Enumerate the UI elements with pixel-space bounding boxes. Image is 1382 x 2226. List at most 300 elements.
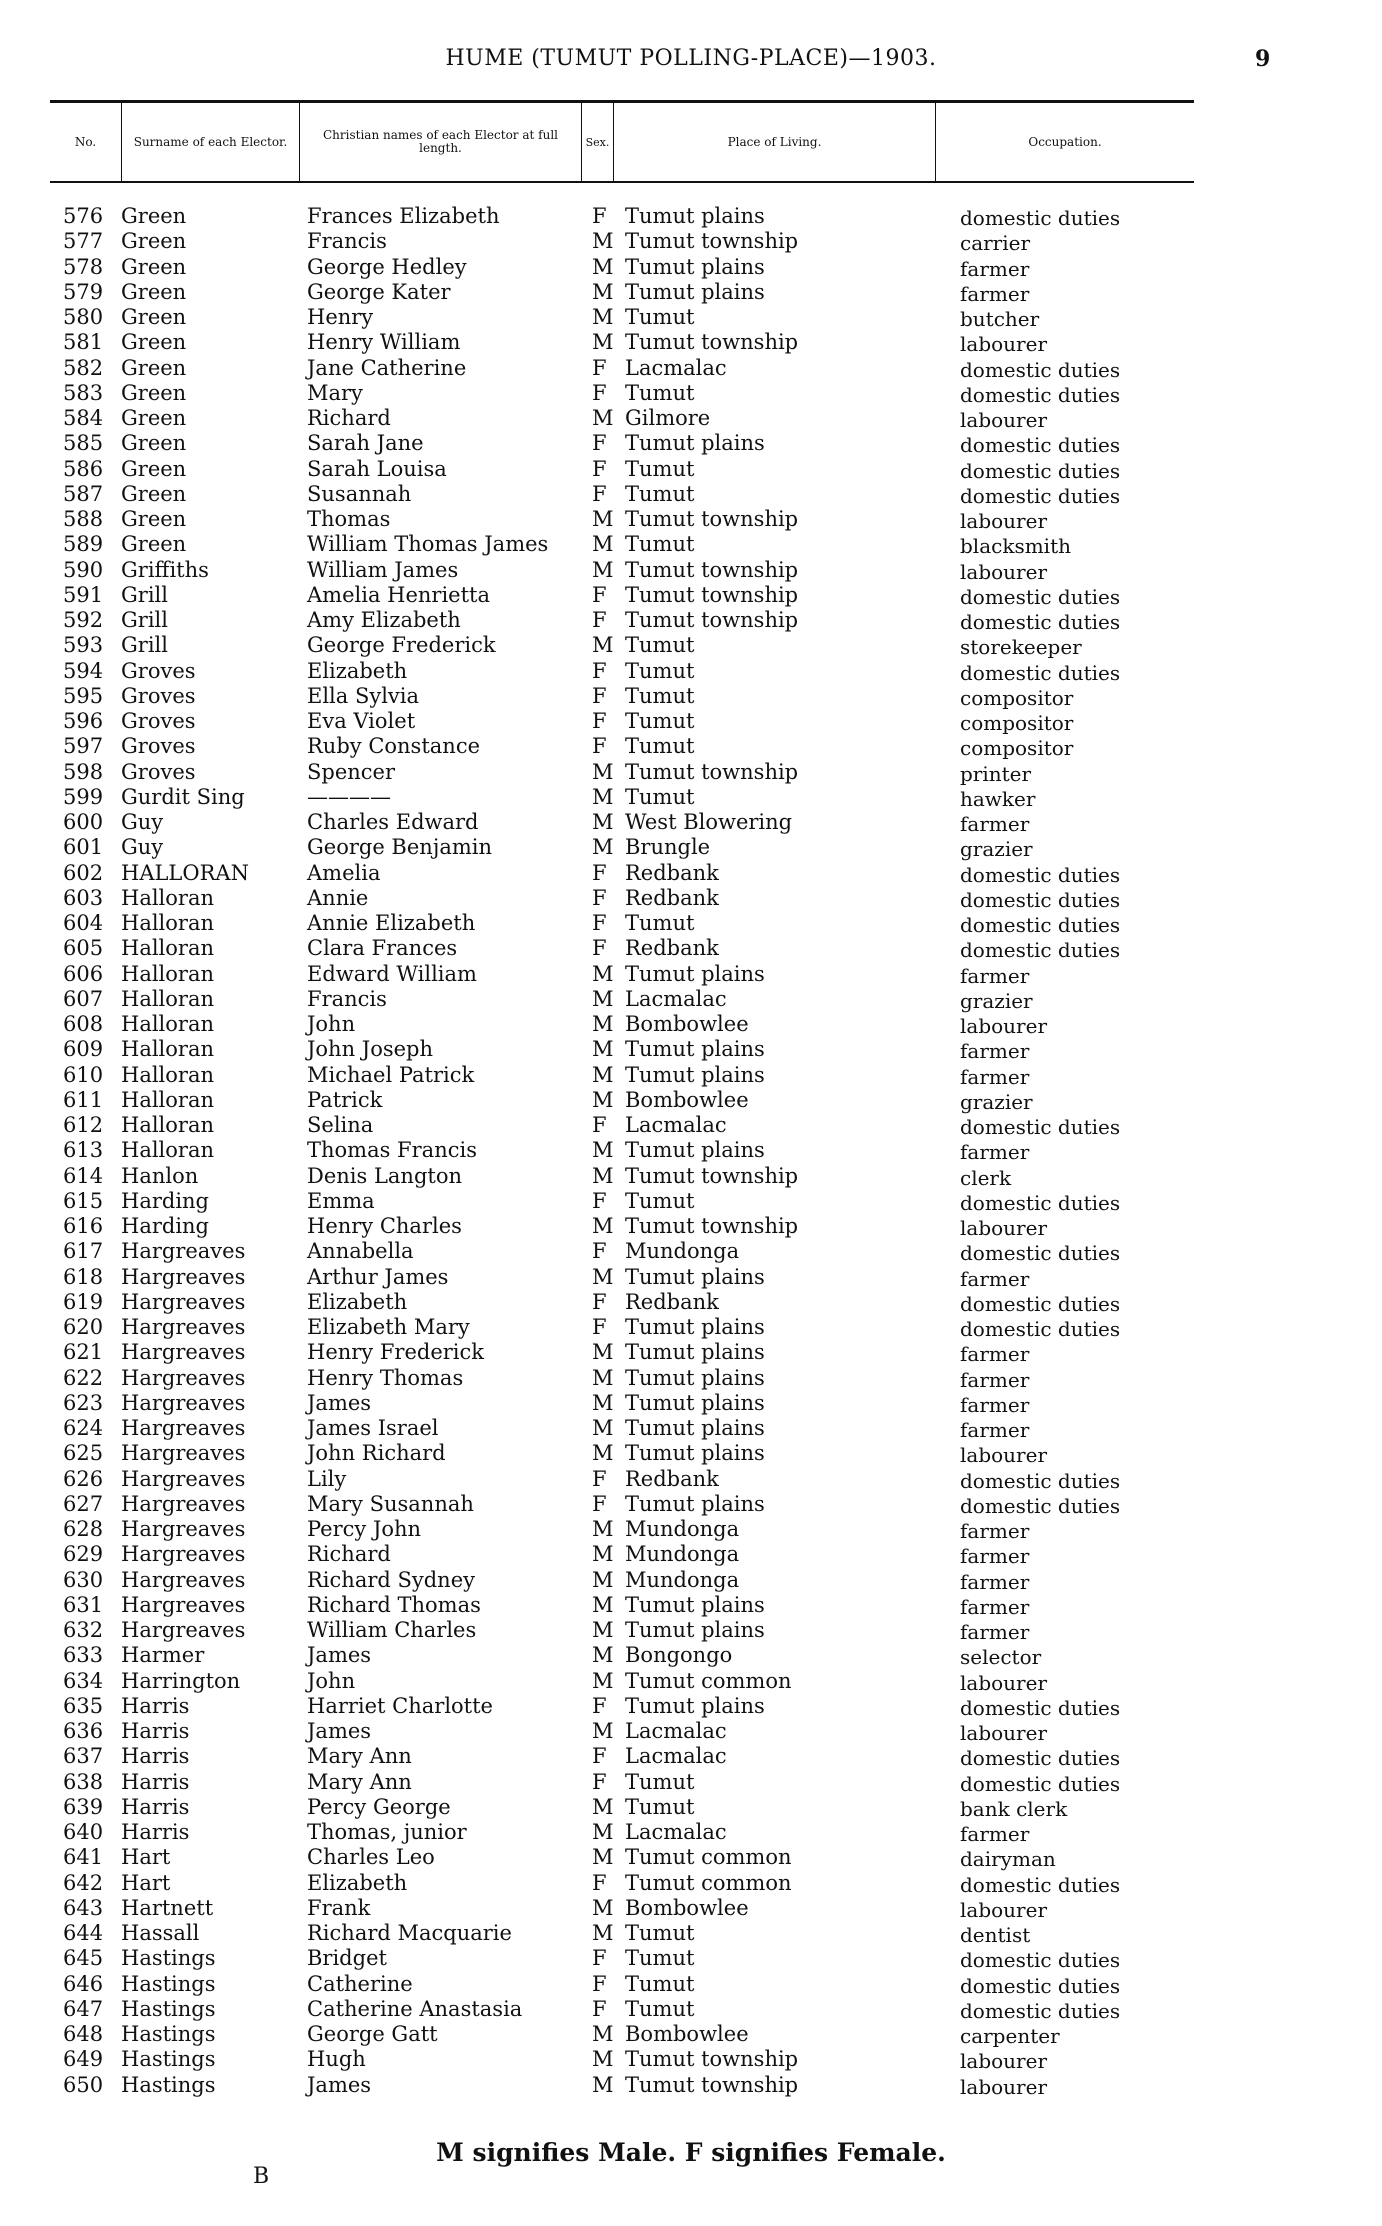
entry-surname: Grill bbox=[121, 608, 168, 632]
entry-number: 591 bbox=[63, 582, 104, 607]
entry-number: 646 bbox=[63, 1971, 104, 1996]
entry-occupation: dairyman bbox=[960, 1847, 1056, 1872]
entry-sex: F bbox=[592, 431, 607, 456]
entry-occupation: printer bbox=[960, 761, 1032, 786]
table-row bbox=[0, 1315, 1382, 1340]
entry-number: 635 bbox=[63, 1693, 104, 1718]
entry-christian-names: Emma bbox=[307, 1188, 375, 1213]
entry-surname: Halloran bbox=[121, 1062, 214, 1087]
entry-sex: M bbox=[592, 1012, 614, 1036]
entry-number: 625 bbox=[63, 1441, 104, 1466]
entry-sex: M bbox=[592, 1340, 614, 1365]
entry-christian-names: Mary Susannah bbox=[307, 1491, 474, 1516]
table-row bbox=[0, 457, 1382, 482]
column-header-place-of-living: Place of Living. bbox=[614, 103, 936, 181]
entry-number: 627 bbox=[63, 1491, 104, 1516]
entry-christian-names: Amy Elizabeth bbox=[307, 608, 461, 632]
entry-place-of-living: Tumut township bbox=[625, 582, 799, 607]
entry-occupation: carpenter bbox=[960, 2024, 1060, 2048]
entry-place-of-living: Tumut township bbox=[625, 229, 799, 254]
entry-number: 586 bbox=[63, 456, 104, 481]
entry-christian-names: Harriet Charlotte bbox=[307, 1693, 493, 1718]
entry-surname: Green bbox=[121, 456, 187, 481]
table-row bbox=[0, 1214, 1382, 1239]
entry-number: 602 bbox=[63, 860, 104, 885]
table-row bbox=[0, 1795, 1382, 1820]
entry-place-of-living: Tumut plains bbox=[625, 431, 765, 456]
table-row bbox=[0, 734, 1382, 759]
entry-occupation: domestic duties bbox=[960, 1973, 1121, 1998]
table-row bbox=[0, 987, 1382, 1012]
entry-christian-names: Patrick bbox=[307, 1087, 383, 1112]
entry-christian-names: Mary Ann bbox=[307, 1744, 412, 1769]
entry-occupation: compositor bbox=[960, 736, 1074, 761]
entry-occupation: labourer bbox=[960, 2074, 1048, 2099]
entry-place-of-living: Bombowlee bbox=[625, 1895, 749, 1920]
entry-christian-names: Percy George bbox=[307, 1794, 451, 1819]
entry-christian-names: Spencer bbox=[307, 759, 396, 784]
entry-place-of-living: Tumut plains bbox=[625, 1592, 765, 1617]
entry-surname: Halloran bbox=[121, 911, 214, 935]
entry-surname: Hastings bbox=[121, 2072, 216, 2097]
entry-sex: M bbox=[592, 305, 614, 329]
entry-place-of-living: Tumut bbox=[625, 683, 695, 708]
entry-occupation: grazier bbox=[960, 1089, 1033, 1114]
entry-number: 612 bbox=[63, 1113, 104, 1137]
entry-christian-names: Clara Frances bbox=[307, 936, 458, 961]
entry-sex: M bbox=[592, 633, 614, 658]
entry-number: 584 bbox=[63, 406, 104, 430]
entry-occupation: domestic duties bbox=[960, 887, 1121, 912]
entry-surname: Hassall bbox=[121, 1921, 200, 1945]
entry-number: 576 bbox=[63, 204, 104, 228]
entry-place-of-living: Tumut common bbox=[625, 1870, 792, 1895]
entry-number: 642 bbox=[63, 1870, 104, 1895]
entry-occupation: blacksmith bbox=[960, 534, 1071, 559]
entry-christian-names: James bbox=[307, 1643, 372, 1668]
entry-place-of-living: Tumut plains bbox=[625, 1441, 765, 1466]
entry-surname: Hastings bbox=[121, 1971, 216, 1996]
entry-christian-names: James bbox=[307, 1390, 372, 1415]
entry-occupation: farmer bbox=[960, 1519, 1030, 1543]
entry-sex: M bbox=[592, 254, 614, 279]
entry-christian-names: James bbox=[307, 1719, 372, 1743]
entry-place-of-living: Tumut plains bbox=[625, 254, 765, 279]
entry-number: 601 bbox=[63, 835, 104, 860]
entry-christian-names: Mary Ann bbox=[307, 1769, 412, 1794]
entry-surname: Green bbox=[121, 305, 187, 329]
table-row bbox=[0, 1113, 1382, 1138]
entry-place-of-living: Lacmalac bbox=[625, 986, 727, 1011]
entry-occupation: farmer bbox=[960, 1039, 1030, 1064]
entry-christian-names: Edward William bbox=[307, 961, 477, 986]
entry-surname: Groves bbox=[121, 658, 196, 683]
table-row bbox=[0, 431, 1382, 456]
entry-occupation: domestic duties bbox=[960, 1317, 1121, 1341]
entry-christian-names: Annabella bbox=[307, 1239, 414, 1264]
entry-surname: Hargreaves bbox=[121, 1416, 246, 1440]
entry-christian-names: Richard bbox=[307, 406, 391, 430]
entry-surname: Hargreaves bbox=[121, 1340, 246, 1365]
entry-sex: M bbox=[592, 2072, 614, 2097]
entry-number: 618 bbox=[63, 1264, 104, 1289]
entry-occupation: farmer bbox=[960, 1620, 1030, 1644]
entry-christian-names: Jane Catherine bbox=[307, 355, 467, 380]
table-row bbox=[0, 1871, 1382, 1896]
entry-occupation: domestic duties bbox=[960, 433, 1121, 458]
entry-christian-names: Frank bbox=[307, 1895, 371, 1920]
entry-occupation: domestic duties bbox=[960, 610, 1121, 634]
entry-place-of-living: Bombowlee bbox=[625, 1012, 749, 1036]
entry-sex: F bbox=[592, 380, 607, 405]
table-row bbox=[0, 1366, 1382, 1391]
table-row bbox=[0, 583, 1382, 608]
entry-number: 622 bbox=[63, 1365, 104, 1390]
table-row bbox=[0, 1037, 1382, 1062]
table-row bbox=[0, 1618, 1382, 1643]
entry-sex: F bbox=[592, 658, 607, 683]
table-row bbox=[0, 1921, 1382, 1946]
entry-occupation: domestic duties bbox=[960, 1771, 1121, 1796]
entry-place-of-living: Tumut bbox=[625, 1921, 695, 1945]
entry-number: 620 bbox=[63, 1315, 104, 1339]
entry-surname: Halloran bbox=[121, 1138, 214, 1163]
entry-christian-names: Henry Frederick bbox=[307, 1340, 484, 1365]
entry-place-of-living: Tumut plains bbox=[625, 1693, 765, 1718]
entry-christian-names: Charles Edward bbox=[307, 810, 479, 834]
entry-surname: Gurdit Sing bbox=[121, 784, 245, 809]
page-number: 9 bbox=[1255, 46, 1271, 72]
entry-sex: F bbox=[592, 1466, 607, 1491]
entry-surname: Halloran bbox=[121, 1012, 214, 1036]
entry-sex: F bbox=[592, 355, 607, 380]
entry-sex: M bbox=[592, 1592, 614, 1617]
entry-place-of-living: Mundonga bbox=[625, 1542, 740, 1567]
entry-occupation: hawker bbox=[960, 786, 1036, 811]
entry-place-of-living: Brungle bbox=[625, 835, 711, 860]
entry-number: 611 bbox=[63, 1087, 104, 1112]
entry-occupation: clerk bbox=[960, 1165, 1012, 1190]
table-row bbox=[0, 2047, 1382, 2072]
entry-number: 648 bbox=[63, 2022, 104, 2046]
entry-sex: M bbox=[592, 1517, 614, 1541]
entry-surname: Hastings bbox=[121, 2047, 216, 2072]
table-row bbox=[0, 2073, 1382, 2098]
entry-christian-names: John Richard bbox=[307, 1441, 446, 1466]
entry-occupation: farmer bbox=[960, 1140, 1030, 1165]
entry-sex: F bbox=[592, 860, 607, 885]
entry-sex: M bbox=[592, 1416, 614, 1440]
entry-place-of-living: Tumut township bbox=[625, 557, 799, 582]
table-row bbox=[0, 1164, 1382, 1189]
entry-place-of-living: Tumut bbox=[625, 1769, 695, 1794]
entry-occupation: farmer bbox=[960, 1594, 1030, 1619]
entry-sex: M bbox=[592, 1390, 614, 1415]
entry-number: 628 bbox=[63, 1517, 104, 1541]
entry-christian-names: George Gatt bbox=[307, 2022, 438, 2046]
entry-surname: Harris bbox=[121, 1820, 190, 1844]
table-row bbox=[0, 381, 1382, 406]
entry-christian-names: Catherine bbox=[307, 1971, 413, 1996]
entry-christian-names: James bbox=[307, 2072, 372, 2097]
entry-number: 630 bbox=[63, 1567, 104, 1592]
entry-surname: Harris bbox=[121, 1719, 190, 1743]
entry-sex: M bbox=[592, 507, 614, 531]
entry-christian-names: Selina bbox=[307, 1113, 374, 1137]
entry-place-of-living: Bongongo bbox=[625, 1643, 733, 1668]
entry-place-of-living: Bombowlee bbox=[625, 2022, 749, 2046]
entry-surname: Green bbox=[121, 204, 187, 228]
entry-surname: Harris bbox=[121, 1769, 190, 1794]
entry-sex: M bbox=[592, 279, 614, 304]
entry-number: 589 bbox=[63, 532, 104, 557]
entry-place-of-living: Lacmalac bbox=[625, 1820, 727, 1844]
entry-christian-names: Eva Violet bbox=[307, 709, 416, 733]
entry-occupation: labourer bbox=[960, 1443, 1048, 1468]
entry-place-of-living: Tumut township bbox=[625, 1163, 799, 1188]
entry-surname: Green bbox=[121, 406, 187, 430]
entry-sex: F bbox=[592, 1315, 607, 1339]
table-row bbox=[0, 1568, 1382, 1593]
entry-surname: Hastings bbox=[121, 1996, 216, 2021]
entry-sex: F bbox=[592, 1693, 607, 1718]
table-row bbox=[0, 835, 1382, 860]
entry-surname: Green bbox=[121, 355, 187, 380]
entry-place-of-living: Tumut plains bbox=[625, 961, 765, 986]
entry-occupation: labourer bbox=[960, 509, 1048, 533]
entry-number: 632 bbox=[63, 1618, 104, 1642]
entry-sex: M bbox=[592, 2022, 614, 2046]
entry-occupation: farmer bbox=[960, 1266, 1030, 1291]
entry-christian-names: Hugh bbox=[307, 2047, 366, 2072]
entry-sex: F bbox=[592, 456, 607, 481]
table-row bbox=[0, 1719, 1382, 1744]
entry-surname: Halloran bbox=[121, 936, 214, 961]
entry-place-of-living: Tumut plains bbox=[625, 1315, 765, 1339]
entry-number: 643 bbox=[63, 1895, 104, 1920]
entry-occupation: labourer bbox=[960, 332, 1048, 357]
entry-sex: F bbox=[592, 885, 607, 910]
entry-occupation: compositor bbox=[960, 685, 1074, 710]
entry-place-of-living: West Blowering bbox=[625, 810, 793, 834]
entry-number: 593 bbox=[63, 633, 104, 658]
entry-place-of-living: Tumut bbox=[625, 1946, 695, 1971]
entry-surname: Groves bbox=[121, 683, 196, 708]
entry-sex: M bbox=[592, 406, 614, 430]
entry-number: 638 bbox=[63, 1769, 104, 1794]
entry-occupation: dentist bbox=[960, 1923, 1031, 1947]
entry-sex: M bbox=[592, 1668, 614, 1693]
entry-sex: F bbox=[592, 1870, 607, 1895]
table-row bbox=[0, 1694, 1382, 1719]
entry-christian-names: Thomas bbox=[307, 507, 391, 531]
entry-surname: Hargreaves bbox=[121, 1264, 246, 1289]
entry-number: 616 bbox=[63, 1214, 104, 1238]
entry-christian-names: Annie Elizabeth bbox=[307, 911, 476, 935]
entry-surname: Harding bbox=[121, 1214, 209, 1238]
entry-place-of-living: Mundonga bbox=[625, 1239, 740, 1264]
entry-place-of-living: Tumut plains bbox=[625, 279, 765, 304]
entry-number: 587 bbox=[63, 481, 104, 506]
entry-number: 598 bbox=[63, 759, 104, 784]
entry-place-of-living: Tumut bbox=[625, 1996, 695, 2021]
entry-surname: Harris bbox=[121, 1693, 190, 1718]
entry-place-of-living: Tumut plains bbox=[625, 204, 765, 228]
signature-mark: B bbox=[253, 2164, 270, 2189]
table-row bbox=[0, 305, 1382, 330]
entry-occupation: domestic duties bbox=[960, 1493, 1121, 1518]
entry-place-of-living: Tumut township bbox=[625, 1214, 799, 1238]
entry-occupation: compositor bbox=[960, 711, 1074, 735]
column-header-sex: Sex. bbox=[582, 103, 614, 181]
entry-surname: Hargreaves bbox=[121, 1491, 246, 1516]
entry-sex: M bbox=[592, 1138, 614, 1163]
entry-place-of-living: Tumut bbox=[625, 305, 695, 329]
entry-occupation: storekeeper bbox=[960, 635, 1082, 660]
entry-sex: F bbox=[592, 1946, 607, 1971]
entry-number: 597 bbox=[63, 734, 104, 759]
entry-sex: M bbox=[592, 1643, 614, 1668]
entry-number: 614 bbox=[63, 1163, 104, 1188]
entry-occupation: labourer bbox=[960, 408, 1048, 432]
page-title: HUME (TUMUT POLLING-PLACE)—1903. bbox=[445, 46, 937, 71]
entry-number: 629 bbox=[63, 1542, 104, 1567]
entry-occupation: farmer bbox=[960, 1569, 1030, 1594]
entry-christian-names: Elizabeth bbox=[307, 1289, 408, 1314]
entry-place-of-living: Lacmalac bbox=[625, 1113, 727, 1137]
entry-place-of-living: Tumut plains bbox=[625, 1416, 765, 1440]
entry-sex: F bbox=[592, 1113, 607, 1137]
table-row bbox=[0, 1088, 1382, 1113]
entry-occupation: domestic duties bbox=[960, 458, 1121, 483]
entry-sex: M bbox=[592, 2047, 614, 2072]
entry-number: 596 bbox=[63, 709, 104, 733]
entry-surname: Hargreaves bbox=[121, 1441, 246, 1466]
entry-sex: M bbox=[592, 1618, 614, 1642]
entry-sex: M bbox=[592, 557, 614, 582]
entry-sex: F bbox=[592, 709, 607, 733]
entry-place-of-living: Mundonga bbox=[625, 1517, 740, 1541]
entry-sex: F bbox=[592, 683, 607, 708]
entry-number: 617 bbox=[63, 1239, 104, 1264]
entry-surname: Grill bbox=[121, 633, 168, 658]
entry-sex: F bbox=[592, 1491, 607, 1516]
entry-christian-names: Henry Charles bbox=[307, 1214, 462, 1238]
entry-christian-names: Michael Patrick bbox=[307, 1062, 475, 1087]
entry-number: 619 bbox=[63, 1289, 104, 1314]
table-row bbox=[0, 608, 1382, 633]
table-row bbox=[0, 1593, 1382, 1618]
entry-surname: Green bbox=[121, 481, 187, 506]
entry-number: 581 bbox=[63, 330, 104, 355]
entry-place-of-living: Tumut bbox=[625, 784, 695, 809]
entry-number: 636 bbox=[63, 1719, 104, 1743]
entry-sex: M bbox=[592, 1921, 614, 1945]
table-row bbox=[0, 1997, 1382, 2022]
entry-christian-names: James Israel bbox=[307, 1416, 439, 1440]
entry-occupation: labourer bbox=[960, 1721, 1048, 1745]
entry-christian-names: Mary bbox=[307, 380, 363, 405]
entry-number: 637 bbox=[63, 1744, 104, 1769]
entry-place-of-living: Tumut plains bbox=[625, 1138, 765, 1163]
entry-sex: M bbox=[592, 532, 614, 557]
entry-surname: Green bbox=[121, 279, 187, 304]
entry-christian-names: Elizabeth Mary bbox=[307, 1315, 470, 1339]
entry-surname: Hart bbox=[121, 1870, 171, 1895]
entry-occupation: farmer bbox=[960, 963, 1030, 988]
entry-christian-names: Sarah Jane bbox=[307, 431, 424, 456]
entry-number: 639 bbox=[63, 1794, 104, 1819]
entry-sex: M bbox=[592, 1087, 614, 1112]
table-row bbox=[0, 1467, 1382, 1492]
entry-surname: Groves bbox=[121, 709, 196, 733]
entry-number: 599 bbox=[63, 784, 104, 809]
entry-place-of-living: Tumut bbox=[625, 481, 695, 506]
table-row bbox=[0, 482, 1382, 507]
entry-place-of-living: Tumut common bbox=[625, 1668, 792, 1693]
entry-christian-names: Henry bbox=[307, 305, 374, 329]
entry-place-of-living: Tumut township bbox=[625, 2072, 799, 2097]
table-row bbox=[0, 558, 1382, 583]
entry-surname: Hartnett bbox=[121, 1895, 214, 1920]
entry-occupation: selector bbox=[960, 1645, 1042, 1670]
entry-sex: F bbox=[592, 1188, 607, 1213]
entry-christian-names: Sarah Louisa bbox=[307, 456, 447, 481]
entry-christian-names: William Charles bbox=[307, 1618, 477, 1642]
entry-surname: Halloran bbox=[121, 1087, 214, 1112]
table-row bbox=[0, 1441, 1382, 1466]
entry-christian-names: Richard Macquarie bbox=[307, 1921, 512, 1945]
entry-sex: F bbox=[592, 1744, 607, 1769]
entry-number: 605 bbox=[63, 936, 104, 961]
table-row bbox=[0, 1391, 1382, 1416]
table-row bbox=[0, 507, 1382, 532]
entry-surname: Halloran bbox=[121, 885, 214, 910]
entry-place-of-living: Tumut township bbox=[625, 759, 799, 784]
table-row bbox=[0, 1492, 1382, 1517]
table-row bbox=[0, 1542, 1382, 1567]
entry-number: 590 bbox=[63, 557, 104, 582]
table-row bbox=[0, 760, 1382, 785]
entry-place-of-living: Tumut township bbox=[625, 330, 799, 355]
entry-christian-names: Elizabeth bbox=[307, 1870, 408, 1895]
entry-christian-names: Henry Thomas bbox=[307, 1365, 464, 1390]
entry-place-of-living: Mundonga bbox=[625, 1567, 740, 1592]
entry-occupation: labourer bbox=[960, 2049, 1048, 2074]
entry-place-of-living: Bombowlee bbox=[625, 1087, 749, 1112]
entry-number: 615 bbox=[63, 1188, 104, 1213]
entry-occupation: domestic duties bbox=[960, 1190, 1121, 1215]
entry-surname: Guy bbox=[121, 835, 164, 860]
entry-surname: Hanlon bbox=[121, 1163, 199, 1188]
entry-number: 604 bbox=[63, 911, 104, 935]
entry-surname: Halloran bbox=[121, 961, 214, 986]
entry-christian-names: Amelia bbox=[307, 860, 381, 885]
entry-surname: Green bbox=[121, 532, 187, 557]
entry-sex: M bbox=[592, 1542, 614, 1567]
entry-surname: Hargreaves bbox=[121, 1592, 246, 1617]
entry-place-of-living: Lacmalac bbox=[625, 355, 727, 380]
entry-sex: M bbox=[592, 784, 614, 809]
entry-number: 634 bbox=[63, 1668, 104, 1693]
entry-sex: M bbox=[592, 1037, 614, 1062]
entry-sex: M bbox=[592, 1820, 614, 1844]
entry-christian-names: Henry William bbox=[307, 330, 461, 355]
entry-place-of-living: Redbank bbox=[625, 1466, 719, 1491]
entry-christian-names: George Hedley bbox=[307, 254, 467, 279]
entry-surname: Harris bbox=[121, 1794, 190, 1819]
entry-christian-names: Elizabeth bbox=[307, 658, 408, 683]
